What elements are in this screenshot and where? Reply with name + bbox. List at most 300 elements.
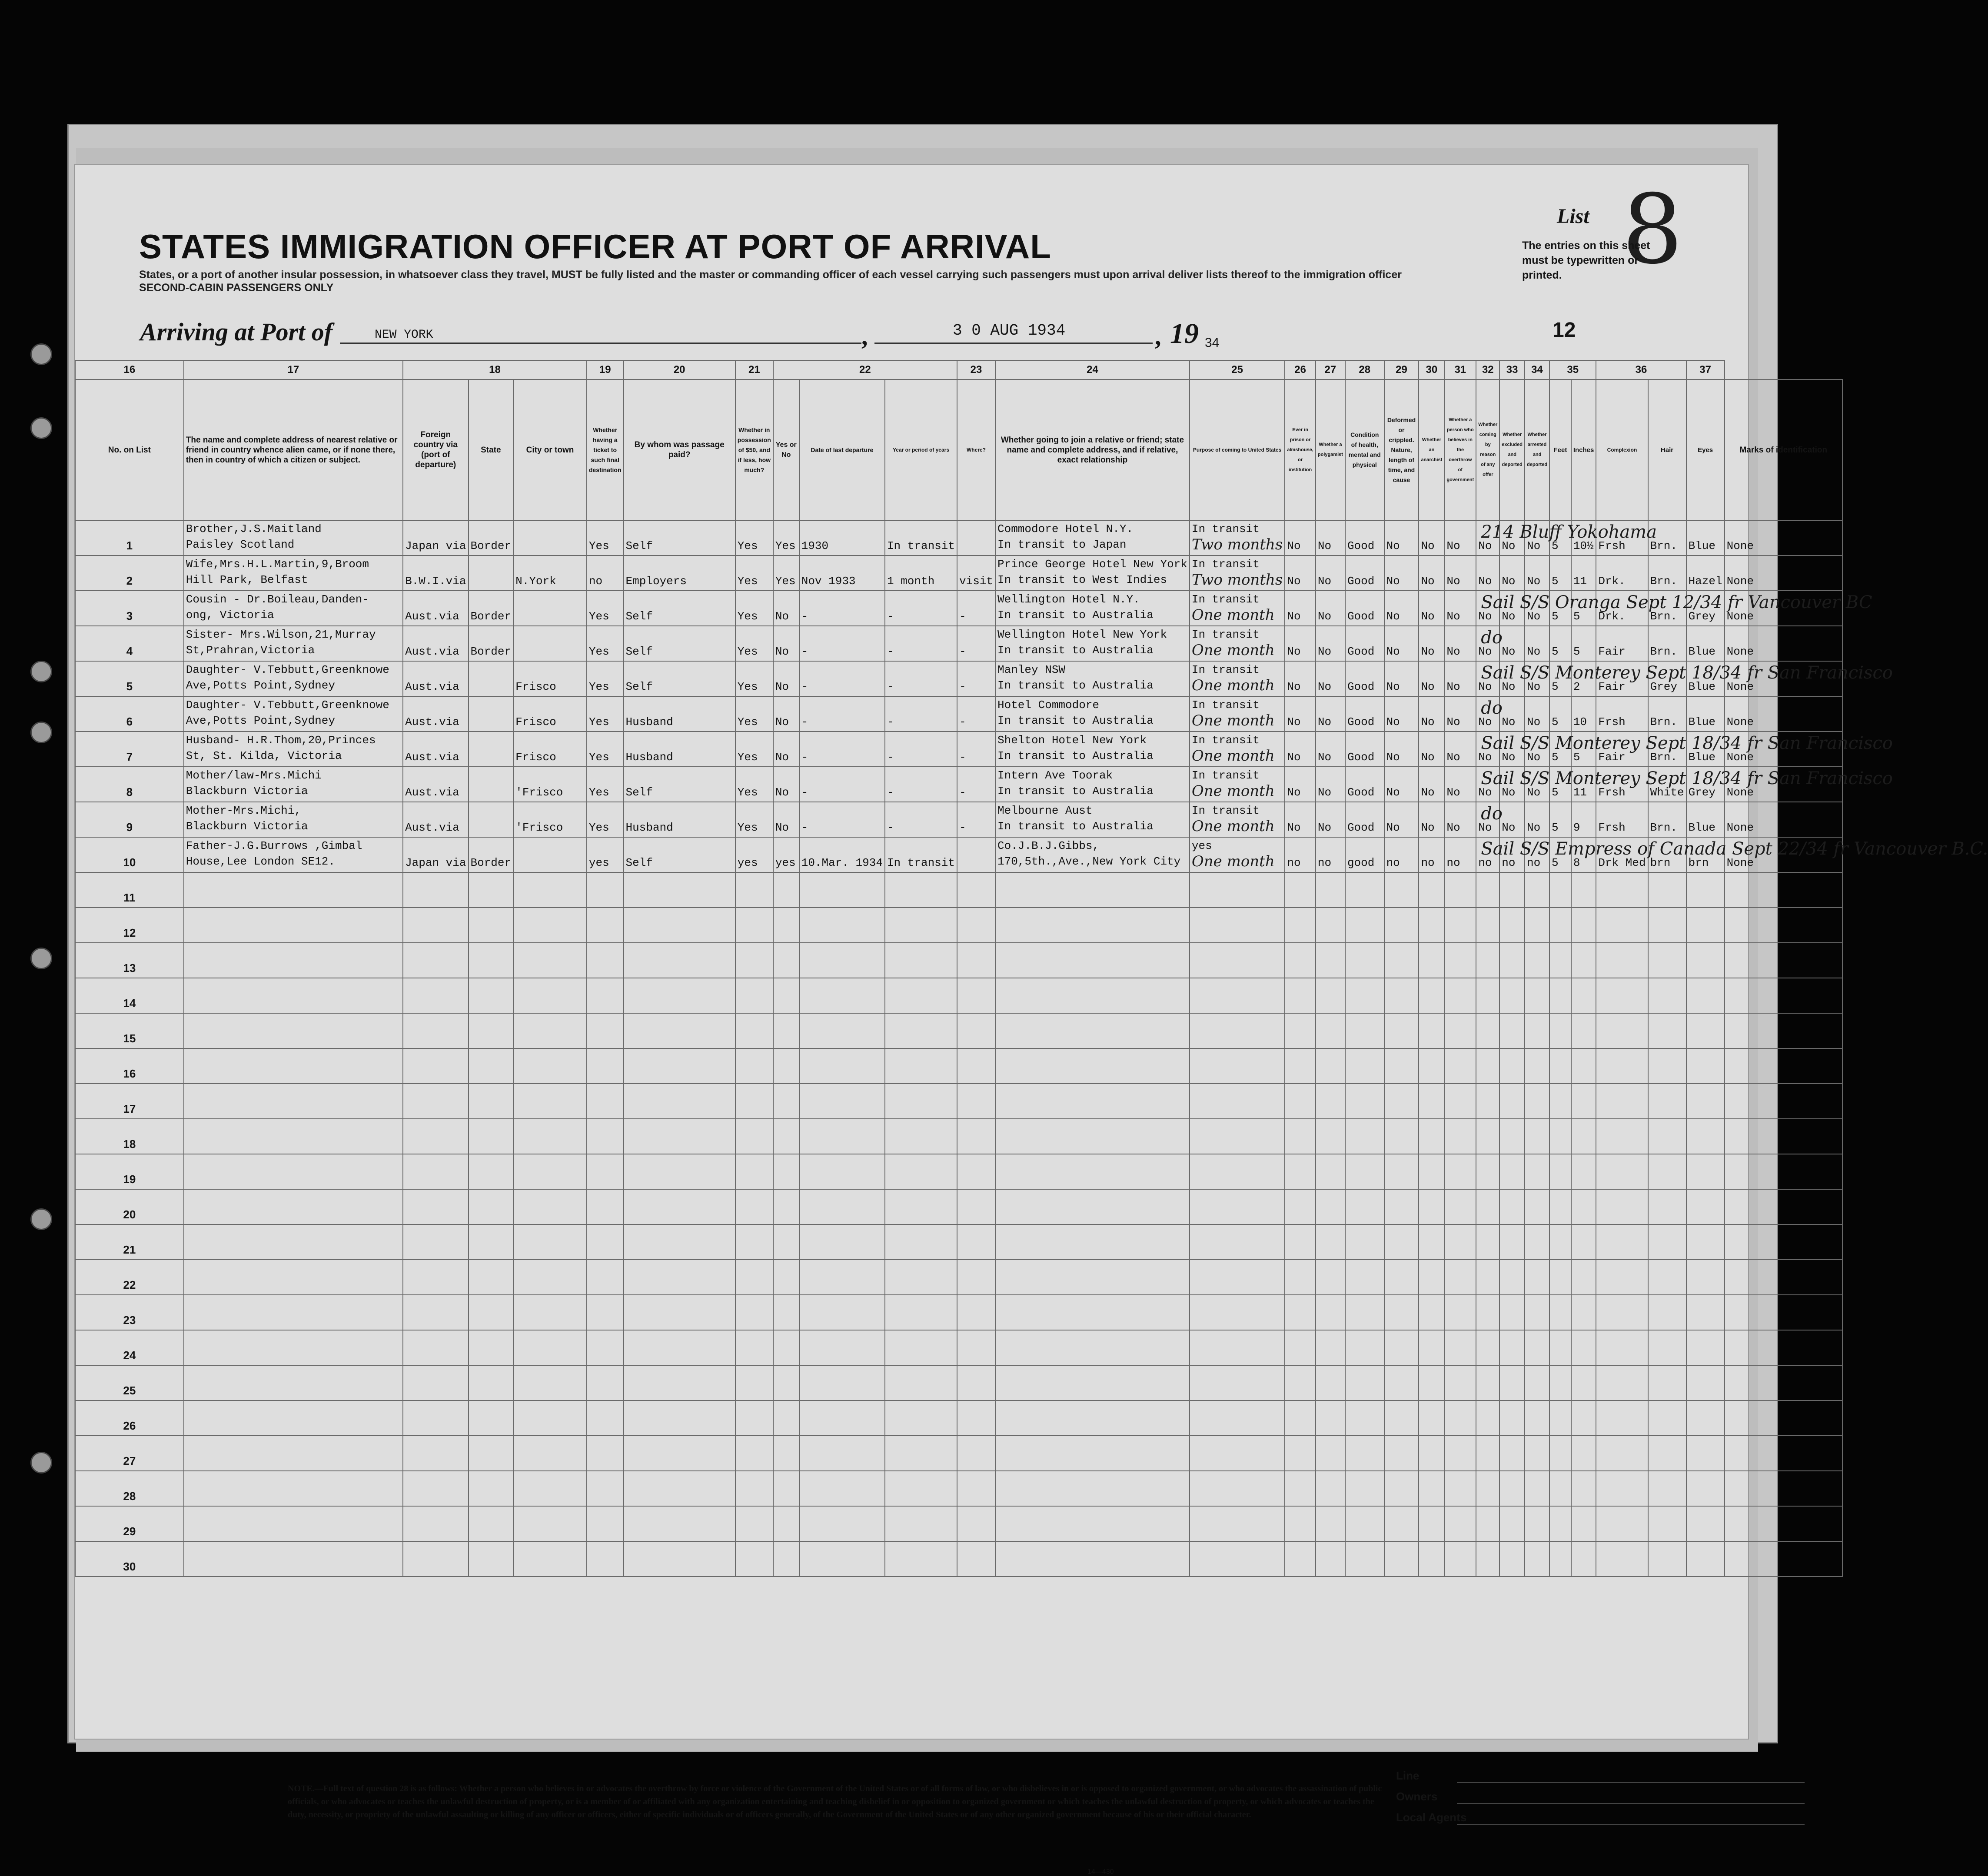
- cell-ticket: Yes: [588, 821, 609, 834]
- cell-passage: Self: [625, 856, 653, 869]
- arriving-label: Arriving at Port of: [140, 318, 333, 346]
- header-q27: Whether an anarchist: [1419, 379, 1444, 520]
- cell-before: Yes: [775, 575, 796, 588]
- cell-ticket: yes: [588, 856, 609, 869]
- cell-eyes: Blue: [1688, 821, 1715, 834]
- cell-q27: No: [1421, 821, 1435, 834]
- colnum: 27: [1316, 360, 1345, 379]
- joining-address: Prince George Hotel New York: [997, 558, 1187, 571]
- cell-ticket: Yes: [588, 645, 609, 658]
- cell-state: Border: [470, 856, 512, 869]
- row-number: 5: [126, 680, 133, 693]
- cell-marks: None: [1726, 715, 1754, 728]
- subtitle-instructions: States, or a port of another insular possession, in whatsoever class they travel, MUST be fully listed and the master or commanding officer of each vessel carrying such passengers must upon arrival deliver lists thereof to the immigration officer: [139, 269, 1402, 281]
- cell-before: No: [775, 645, 789, 658]
- cell-eyes: Grey: [1688, 786, 1715, 799]
- cell-q28: No: [1446, 575, 1460, 588]
- cell-dep: Nov 1933: [801, 575, 856, 588]
- cell-foreign: Japan via: [405, 856, 466, 869]
- row-number: 25: [75, 1365, 184, 1400]
- cell-q26: No: [1317, 645, 1332, 658]
- cell-q25: No: [1287, 680, 1301, 693]
- header-no-on-list: No. on List: [75, 379, 184, 520]
- cell-feet: 5: [1552, 856, 1559, 869]
- cell-feet: 5: [1552, 575, 1559, 588]
- cell-deformed: No: [1386, 680, 1400, 693]
- cell-ticket: Yes: [588, 751, 609, 764]
- purpose: In transit: [1191, 699, 1260, 712]
- colnum: 19: [587, 360, 624, 379]
- cell-before: No: [775, 610, 789, 623]
- passenger-row: [75, 696, 1842, 732]
- passenger-row: [75, 555, 1842, 591]
- colnum: 18: [403, 360, 587, 379]
- header-hair: Hair: [1648, 379, 1686, 520]
- cell-dep: -: [801, 786, 808, 799]
- cell-q30: No: [1502, 539, 1516, 552]
- comma-2: ,: [1155, 322, 1161, 350]
- passenger-row: [75, 837, 1842, 872]
- cell-hair: Brn.: [1650, 751, 1677, 764]
- cell-feet: 5: [1552, 610, 1559, 623]
- cell-feet: 5: [1552, 751, 1559, 764]
- purpose: In transit: [1191, 663, 1260, 676]
- relative-address: Ave,Potts Point,Sydney: [186, 714, 335, 727]
- cell-dep: -: [801, 680, 808, 693]
- cell-q26: no: [1317, 856, 1332, 869]
- cell-health: Good: [1347, 680, 1375, 693]
- cell-complexion: Drk.: [1598, 575, 1626, 588]
- cell-where: -: [959, 751, 966, 764]
- header-relative: The name and complete address of nearest relative or friend in country whence alien came, or if none there, then in country of which a citizen or subject.: [184, 379, 403, 520]
- relative-name: Brother,J.S.Maitland: [186, 522, 322, 536]
- joining-status: In transit to Australia: [997, 679, 1154, 692]
- manifest-table: [75, 360, 1988, 1577]
- cell-passage: Self: [625, 680, 653, 693]
- header-q26: Whether a polygamist: [1316, 379, 1345, 520]
- cell-q30: No: [1502, 610, 1516, 623]
- empty-row: [75, 1048, 1842, 1084]
- header-eyes: Eyes: [1686, 379, 1725, 520]
- cell-complexion: Drk.: [1598, 610, 1626, 623]
- colnum: 17: [184, 360, 403, 379]
- date-underline: [874, 343, 1153, 344]
- cell-q28: No: [1446, 786, 1460, 799]
- cell-deformed: No: [1386, 645, 1400, 658]
- cell-q31: No: [1526, 821, 1541, 834]
- cell-period: In transit: [887, 856, 955, 869]
- row-number: 16: [75, 1048, 184, 1084]
- colnum: 26: [1285, 360, 1316, 379]
- header-q31: Whether arrested and deported: [1525, 379, 1549, 520]
- cell-inches: 11: [1573, 575, 1587, 588]
- purpose: In transit: [1191, 804, 1260, 817]
- cell-q30: No: [1502, 575, 1516, 588]
- cell-fifty: Yes: [737, 715, 758, 728]
- row-number: 7: [126, 750, 133, 763]
- cell-inches: 10: [1573, 715, 1587, 728]
- cell-dep: -: [801, 645, 808, 658]
- cell-q25: No: [1287, 786, 1301, 799]
- cell-inches: 9: [1573, 821, 1580, 834]
- row-number: 23: [75, 1295, 184, 1330]
- cell-marks: None: [1726, 575, 1754, 588]
- header-where: Where?: [957, 379, 995, 520]
- cell-inches: 11: [1573, 786, 1587, 799]
- handwritten-annotation: Sail S/S Monterey Sept 18/34 fr San Francisco: [1481, 733, 1893, 753]
- page-number: 12: [1553, 319, 1576, 342]
- cell-complexion: Fair: [1598, 751, 1626, 764]
- cell-period: -: [887, 645, 894, 658]
- cell-dep: -: [801, 610, 808, 623]
- cell-foreign: Japan via: [405, 539, 466, 552]
- binding-hole: [30, 1208, 52, 1230]
- cell-fifty: Yes: [737, 680, 758, 693]
- cell-q29: No: [1478, 610, 1492, 623]
- empty-row: [75, 1436, 1842, 1471]
- list-note: The entries on this sheet must be typewritten or printed.: [1522, 239, 1650, 281]
- cell-q27: No: [1421, 645, 1435, 658]
- cell-q29: No: [1478, 786, 1492, 799]
- colnum: 30: [1419, 360, 1444, 379]
- cell-q30: no: [1502, 856, 1516, 869]
- empty-row: [75, 1084, 1842, 1119]
- cell-foreign: Aust.via: [405, 786, 459, 799]
- cell-fifty: yes: [737, 856, 758, 869]
- cell-health: Good: [1347, 715, 1375, 728]
- header-last-departure: Date of last departure: [799, 379, 885, 520]
- joining-status: In transit to Japan: [997, 538, 1127, 551]
- relative-address: Hill Park, Belfast: [186, 573, 308, 586]
- stay-length: One month: [1191, 818, 1275, 835]
- joining-address: Co.J.B.J.Gibbs,: [997, 839, 1100, 852]
- cell-marks: None: [1726, 539, 1754, 552]
- year-suffix: 34: [1205, 336, 1220, 350]
- cell-q28: No: [1446, 715, 1460, 728]
- cell-marks: None: [1726, 645, 1754, 658]
- joining-status: In transit to Australia: [997, 749, 1154, 762]
- cell-q27: No: [1421, 610, 1435, 623]
- relative-address: ong, Victoria: [186, 609, 274, 622]
- relative-name: Mother-Mrs.Michi,: [186, 804, 301, 817]
- passenger-row: [75, 520, 1842, 555]
- cell-q28: No: [1446, 821, 1460, 834]
- cell-foreign: B.W.I.via: [405, 575, 466, 588]
- empty-row: [75, 978, 1842, 1013]
- handwritten-annotation: Sail S/S Monterey Sept 18/34 fr San Francisco: [1481, 768, 1893, 788]
- empty-row: [75, 1541, 1842, 1577]
- cell-health: Good: [1347, 821, 1375, 834]
- joining-address: Wellington Hotel New York: [997, 628, 1167, 641]
- cell-passage: Husband: [625, 821, 673, 834]
- cell-hair: Brn.: [1650, 821, 1677, 834]
- cell-q25: No: [1287, 539, 1301, 552]
- relative-name: Sister- Mrs.Wilson,21,Murray: [186, 628, 376, 641]
- stay-length: Two months: [1191, 571, 1283, 589]
- cell-marks: None: [1726, 786, 1754, 799]
- joining-address: Commodore Hotel N.Y.: [997, 522, 1134, 536]
- row-number: 15: [75, 1013, 184, 1048]
- cell-q27: No: [1421, 539, 1435, 552]
- cell-where: -: [959, 680, 966, 693]
- header-deformed: Deformed or crippled. Nature, length of time, and cause: [1384, 379, 1419, 520]
- row-number: 2: [126, 574, 133, 587]
- cell-health: Good: [1347, 786, 1375, 799]
- relative-address: Ave,Potts Point,Sydney: [186, 679, 335, 692]
- header-complexion: Complexion: [1596, 379, 1648, 520]
- stay-length: One month: [1191, 642, 1275, 659]
- binding-hole: [30, 343, 52, 365]
- owners-field: [1457, 1803, 1805, 1804]
- cell-q31: No: [1526, 539, 1541, 552]
- cell-q26: No: [1317, 821, 1332, 834]
- cell-hair: Brn.: [1650, 715, 1677, 728]
- cell-marks: None: [1726, 821, 1754, 834]
- cell-hair: Brn.: [1650, 575, 1677, 588]
- cell-deformed: No: [1386, 610, 1400, 623]
- cell-foreign: Aust.via: [405, 715, 459, 728]
- colnum: 37: [1686, 360, 1725, 379]
- cell-before: No: [775, 786, 789, 799]
- cell-where: -: [959, 610, 966, 623]
- cell-complexion: Frsh: [1598, 539, 1626, 552]
- joining-status: In transit to West Indies: [997, 573, 1167, 586]
- cell-fifty: Yes: [737, 821, 758, 834]
- cell-passage: Self: [625, 539, 653, 552]
- cell-health: Good: [1347, 610, 1375, 623]
- relative-address: House,Lee London SE12.: [186, 855, 335, 868]
- cell-marks: None: [1726, 680, 1754, 693]
- cell-marks: None: [1726, 751, 1754, 764]
- row-number: 14: [75, 978, 184, 1013]
- empty-row: [75, 1330, 1842, 1365]
- binding-hole: [30, 722, 52, 743]
- cell-eyes: Blue: [1688, 680, 1715, 693]
- cell-q27: no: [1421, 856, 1435, 869]
- joining-address: Wellington Hotel N.Y.: [997, 593, 1140, 606]
- cell-passage: Husband: [625, 751, 673, 764]
- cell-before: Yes: [775, 539, 796, 552]
- cell-deformed: no: [1386, 856, 1400, 869]
- local-agents-label: Local Agents: [1396, 1811, 1467, 1824]
- row-number: 8: [126, 785, 133, 798]
- header-city: City or town: [513, 379, 587, 520]
- colnum: 28: [1345, 360, 1384, 379]
- date-stamp: 3 0 AUG 1934: [953, 322, 1066, 339]
- handwritten-annotation: Sail S/S Monterey Sept 18/34 fr San Francisco: [1481, 663, 1893, 683]
- cell-q30: No: [1502, 821, 1516, 834]
- cell-q29: No: [1478, 821, 1492, 834]
- cell-where: -: [959, 821, 966, 834]
- purpose: In transit: [1191, 769, 1260, 782]
- cell-q28: No: [1446, 610, 1460, 623]
- cell-deformed: No: [1386, 821, 1400, 834]
- header-feet: Feet: [1549, 379, 1571, 520]
- comma-1: ,: [861, 322, 868, 350]
- cell-health: Good: [1347, 539, 1375, 552]
- binding-hole: [30, 417, 52, 439]
- cell-q27: No: [1421, 715, 1435, 728]
- relative-address: Paisley Scotland: [186, 538, 295, 551]
- cell-q28: no: [1446, 856, 1460, 869]
- row-number: 13: [75, 943, 184, 978]
- cell-eyes: Blue: [1688, 539, 1715, 552]
- cell-city: N.York: [515, 575, 556, 588]
- cell-state: Border: [470, 610, 512, 623]
- cell-feet: 5: [1552, 821, 1559, 834]
- row-number: 12: [75, 908, 184, 943]
- header-q25: Ever in prison or almshouse, or institution: [1285, 379, 1316, 520]
- relative-address: St, St. Kilda, Victoria: [186, 749, 342, 762]
- colnum: 23: [957, 360, 995, 379]
- passenger-row: [75, 591, 1842, 626]
- empty-row: [75, 1400, 1842, 1436]
- header-health: Condition of health, mental and physical: [1345, 379, 1384, 520]
- row-number: 11: [75, 872, 184, 908]
- passenger-row: [75, 626, 1842, 661]
- cell-fifty: Yes: [737, 751, 758, 764]
- handwritten-annotation: Sail S/S Empress of Canada Sept 22/34 fr Vancouver B.C.: [1481, 839, 1988, 859]
- empty-row: [75, 872, 1842, 908]
- cell-q28: No: [1446, 751, 1460, 764]
- cell-ticket: Yes: [588, 680, 609, 693]
- cell-q29: no: [1478, 856, 1492, 869]
- cell-q27: No: [1421, 786, 1435, 799]
- cell-q29: No: [1478, 751, 1492, 764]
- cell-before: yes: [775, 856, 796, 869]
- stay-length: One month: [1191, 677, 1275, 694]
- cell-q25: no: [1287, 856, 1301, 869]
- header-foreign-country: Foreign country via (port of departure): [403, 379, 468, 520]
- joining-status: In transit to Australia: [997, 785, 1154, 798]
- colnum: 31: [1444, 360, 1476, 379]
- header-fifty-dollars: Whether in possession of $50, and if less, how much?: [735, 379, 773, 520]
- cell-where: -: [959, 715, 966, 728]
- cell-q26: No: [1317, 539, 1332, 552]
- header-marks: Marks of identification: [1725, 379, 1842, 520]
- cell-inches: 5: [1573, 751, 1580, 764]
- cell-state: Border: [470, 539, 512, 552]
- cell-inches: 5: [1573, 610, 1580, 623]
- row-number: 22: [75, 1260, 184, 1295]
- joining-address: Hotel Commodore: [997, 699, 1100, 712]
- empty-row: [75, 1260, 1842, 1295]
- cell-q30: No: [1502, 715, 1516, 728]
- list-label: List: [1557, 205, 1589, 228]
- cell-health: Good: [1347, 645, 1375, 658]
- row-number: 18: [75, 1119, 184, 1154]
- cell-where: visit: [959, 575, 993, 588]
- year-prefix: 19: [1170, 318, 1199, 349]
- relative-name: Wife,Mrs.H.L.Martin,9,Broom: [186, 558, 369, 571]
- cell-q30: No: [1502, 751, 1516, 764]
- row-number: 28: [75, 1471, 184, 1506]
- binding-hole: [30, 661, 52, 682]
- cell-q25: No: [1287, 645, 1301, 658]
- cell-foreign: Aust.via: [405, 751, 459, 764]
- cell-deformed: No: [1386, 575, 1400, 588]
- cell-foreign: Aust.via: [405, 645, 459, 658]
- cell-hair: White: [1650, 786, 1684, 799]
- joining-status: In transit to Australia: [997, 820, 1154, 833]
- cell-city: Frisco: [515, 751, 556, 764]
- cell-before: No: [775, 821, 789, 834]
- column-number-row: [75, 360, 1842, 379]
- joining-address: Shelton Hotel New York: [997, 734, 1147, 747]
- cell-period: -: [887, 610, 894, 623]
- colnum: 24: [995, 360, 1190, 379]
- colnum: 35: [1549, 360, 1596, 379]
- header-yes-no: Yes or No: [773, 379, 799, 520]
- colnum: 33: [1499, 360, 1525, 379]
- relative-name: Mother/law-Mrs.Michi: [186, 769, 322, 782]
- empty-row: [75, 908, 1842, 943]
- passenger-row: [75, 767, 1842, 802]
- column-header-row: [75, 379, 1842, 520]
- cell-q26: No: [1317, 575, 1332, 588]
- cell-deformed: No: [1386, 539, 1400, 552]
- cell-complexion: Frsh: [1598, 786, 1626, 799]
- cell-dep: 10.Mar. 1934: [801, 856, 883, 869]
- cell-eyes: brn: [1688, 856, 1709, 869]
- row-number: 6: [126, 715, 133, 728]
- cell-eyes: Grey: [1688, 610, 1715, 623]
- row-number: 4: [126, 645, 133, 658]
- stay-length: One month: [1191, 712, 1275, 729]
- cell-q26: No: [1317, 715, 1332, 728]
- handwritten-annotation: do: [1481, 804, 1503, 824]
- cell-period: In transit: [887, 539, 955, 552]
- handwritten-annotation: Sail S/S Oranga Sept 12/34 fr Vancouver BC: [1481, 592, 1872, 612]
- cell-ticket: no: [588, 575, 603, 588]
- cell-eyes: Hazel: [1688, 575, 1722, 588]
- colnum: 21: [735, 360, 773, 379]
- cell-ticket: Yes: [588, 539, 609, 552]
- cell-q29: No: [1478, 715, 1492, 728]
- cell-dep: -: [801, 751, 808, 764]
- colnum: 25: [1190, 360, 1285, 379]
- cell-q29: No: [1478, 645, 1492, 658]
- cell-hair: Grey: [1650, 680, 1677, 693]
- cell-feet: 5: [1552, 680, 1559, 693]
- empty-row: [75, 1154, 1842, 1189]
- colnum: 29: [1384, 360, 1419, 379]
- header-passage: By whom was passage paid?: [624, 379, 735, 520]
- row-number: 1: [126, 539, 133, 552]
- row-number: 24: [75, 1330, 184, 1365]
- joining-status: In transit to Australia: [997, 644, 1154, 657]
- colnum: 16: [75, 360, 184, 379]
- cell-passage: Self: [625, 786, 653, 799]
- cell-health: Good: [1347, 575, 1375, 588]
- handwritten-annotation: 214 Bluff Yokohama: [1481, 522, 1657, 542]
- cell-inches: 8: [1573, 856, 1580, 869]
- row-number: 10: [123, 856, 136, 869]
- cell-q26: No: [1317, 786, 1332, 799]
- cell-q28: No: [1446, 539, 1460, 552]
- purpose: In transit: [1191, 522, 1260, 536]
- cell-fifty: Yes: [737, 575, 758, 588]
- cell-foreign: Aust.via: [405, 680, 459, 693]
- cell-inches: 5: [1573, 645, 1580, 658]
- owners-label: Owners: [1396, 1790, 1438, 1803]
- cell-fifty: Yes: [737, 539, 758, 552]
- cell-fifty: Yes: [737, 786, 758, 799]
- cell-q29: No: [1478, 539, 1492, 552]
- colnum: 32: [1476, 360, 1499, 379]
- cell-q30: No: [1502, 680, 1516, 693]
- passenger-row: [75, 802, 1842, 837]
